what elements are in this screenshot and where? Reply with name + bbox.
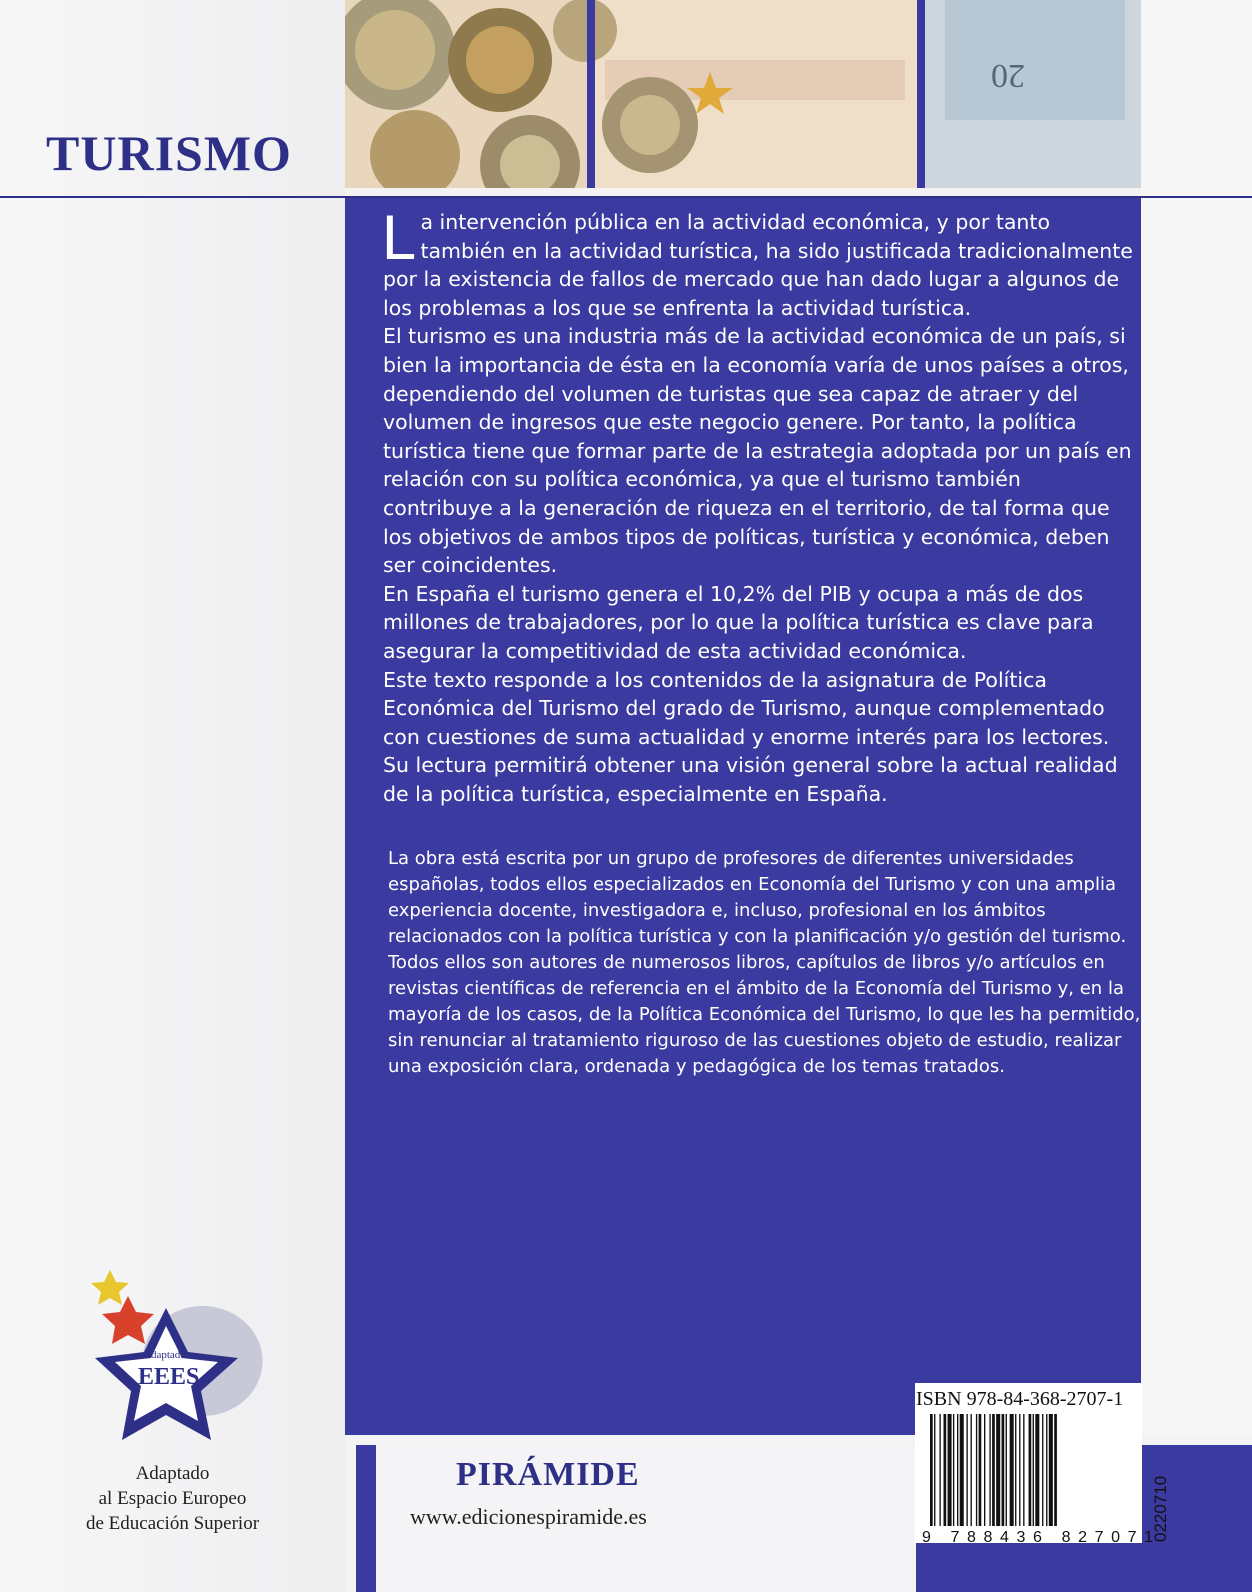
right-margin — [1141, 0, 1252, 1435]
paragraph-3: En España el turismo genera el 10,2% del PIB y ocupa a más de dos millones de trabajadores, por lo que la política turística es clave para asegurar la competitividad de esta actividad económica. — [383, 581, 1094, 663]
eees-logo — [88, 1268, 288, 1462]
authors-note: La obra está escrita por un grupo de profesores de diferentes universidades españolas, todos ellos especializados en Economía del Turismo y con una amplia experiencia docente, investigadora e, incluso, profesional en los ámbitos relacionados con la política turística y con la planificación y/o gestión del turismo. Todos ellos son autores de numerosos libros, capítulos de libros y/o artículos en revistas científicas de referencia en el ámbito de la Economía del Turismo y, en la mayoría de los casos, de la Política Económica del Turismo, lo que les ha permitido, sin renunciar al tratamiento riguroso de las cuestiones objeto de estudio, realizar una exposición clara, ordenada y pedagógica de los temas tratados. — [388, 848, 1141, 1077]
banknote-number: 20 — [991, 57, 1025, 94]
euro-coins-photo — [345, 0, 1141, 188]
isbn-label: ISBN 978-84-368-2707-1 — [916, 1388, 1124, 1410]
paragraph-2: El turismo es una industria más de la actividad económica de un país, si bien la importancia de ésta en la economía varía de unos países a otros, dependiendo del volumen de turistas que sea capaz de atraer y del volumen de ingresos que este negocio genere. Por tanto, la política turística tiene que formar parte de la estrategia adoptada por un país en relación con su política económica, ya que el turismo también contribuye a la generación de riqueza en el territorio, de tal forma que los objetivos de ambos tipos de políticas, turística y económica, deben ser coincidentes. — [383, 324, 1132, 578]
barcode — [930, 1414, 1120, 1526]
logo-caption: Adaptado al Espacio Europeo de Educación Superior — [85, 1463, 260, 1534]
series-title: TURISMO — [46, 125, 292, 181]
cover-photo — [345, 0, 1141, 188]
svg-text:0220710: 0220710 — [1151, 1475, 1170, 1542]
paragraph-4: Este texto responde a los contenidos de la asignatura de Política Económica del Turismo del grado de Turismo, aunque complementado con cuestiones de suma actualidad y enorme interés para los lectores. Su lectura permitirá obtener una visión general sobre la actual realidad de la política turística, especialmente en España. — [383, 667, 1118, 806]
paragraph-1: La intervención pública en la actividad económica, y por tanto también en la actividad turística, ha sido justificada tradicionalmente por la existencia de fallos de mercado que han dado lugar a algunos de los problemas a los que se enfrenta la actividad turística. — [381, 204, 1133, 320]
publisher-website[interactable]: www.edicionespiramide.es — [410, 1504, 647, 1529]
barcode-digits: 9 788436 827071 — [922, 1529, 1161, 1546]
publisher-name: PIRÁMIDE — [456, 1456, 640, 1493]
badge-small-text: Adaptado — [143, 1349, 186, 1361]
dropcap: L — [381, 204, 415, 274]
description — [381, 204, 1133, 808]
badge-big-text: EEES — [138, 1364, 200, 1390]
side-code — [1146, 1436, 1172, 1546]
